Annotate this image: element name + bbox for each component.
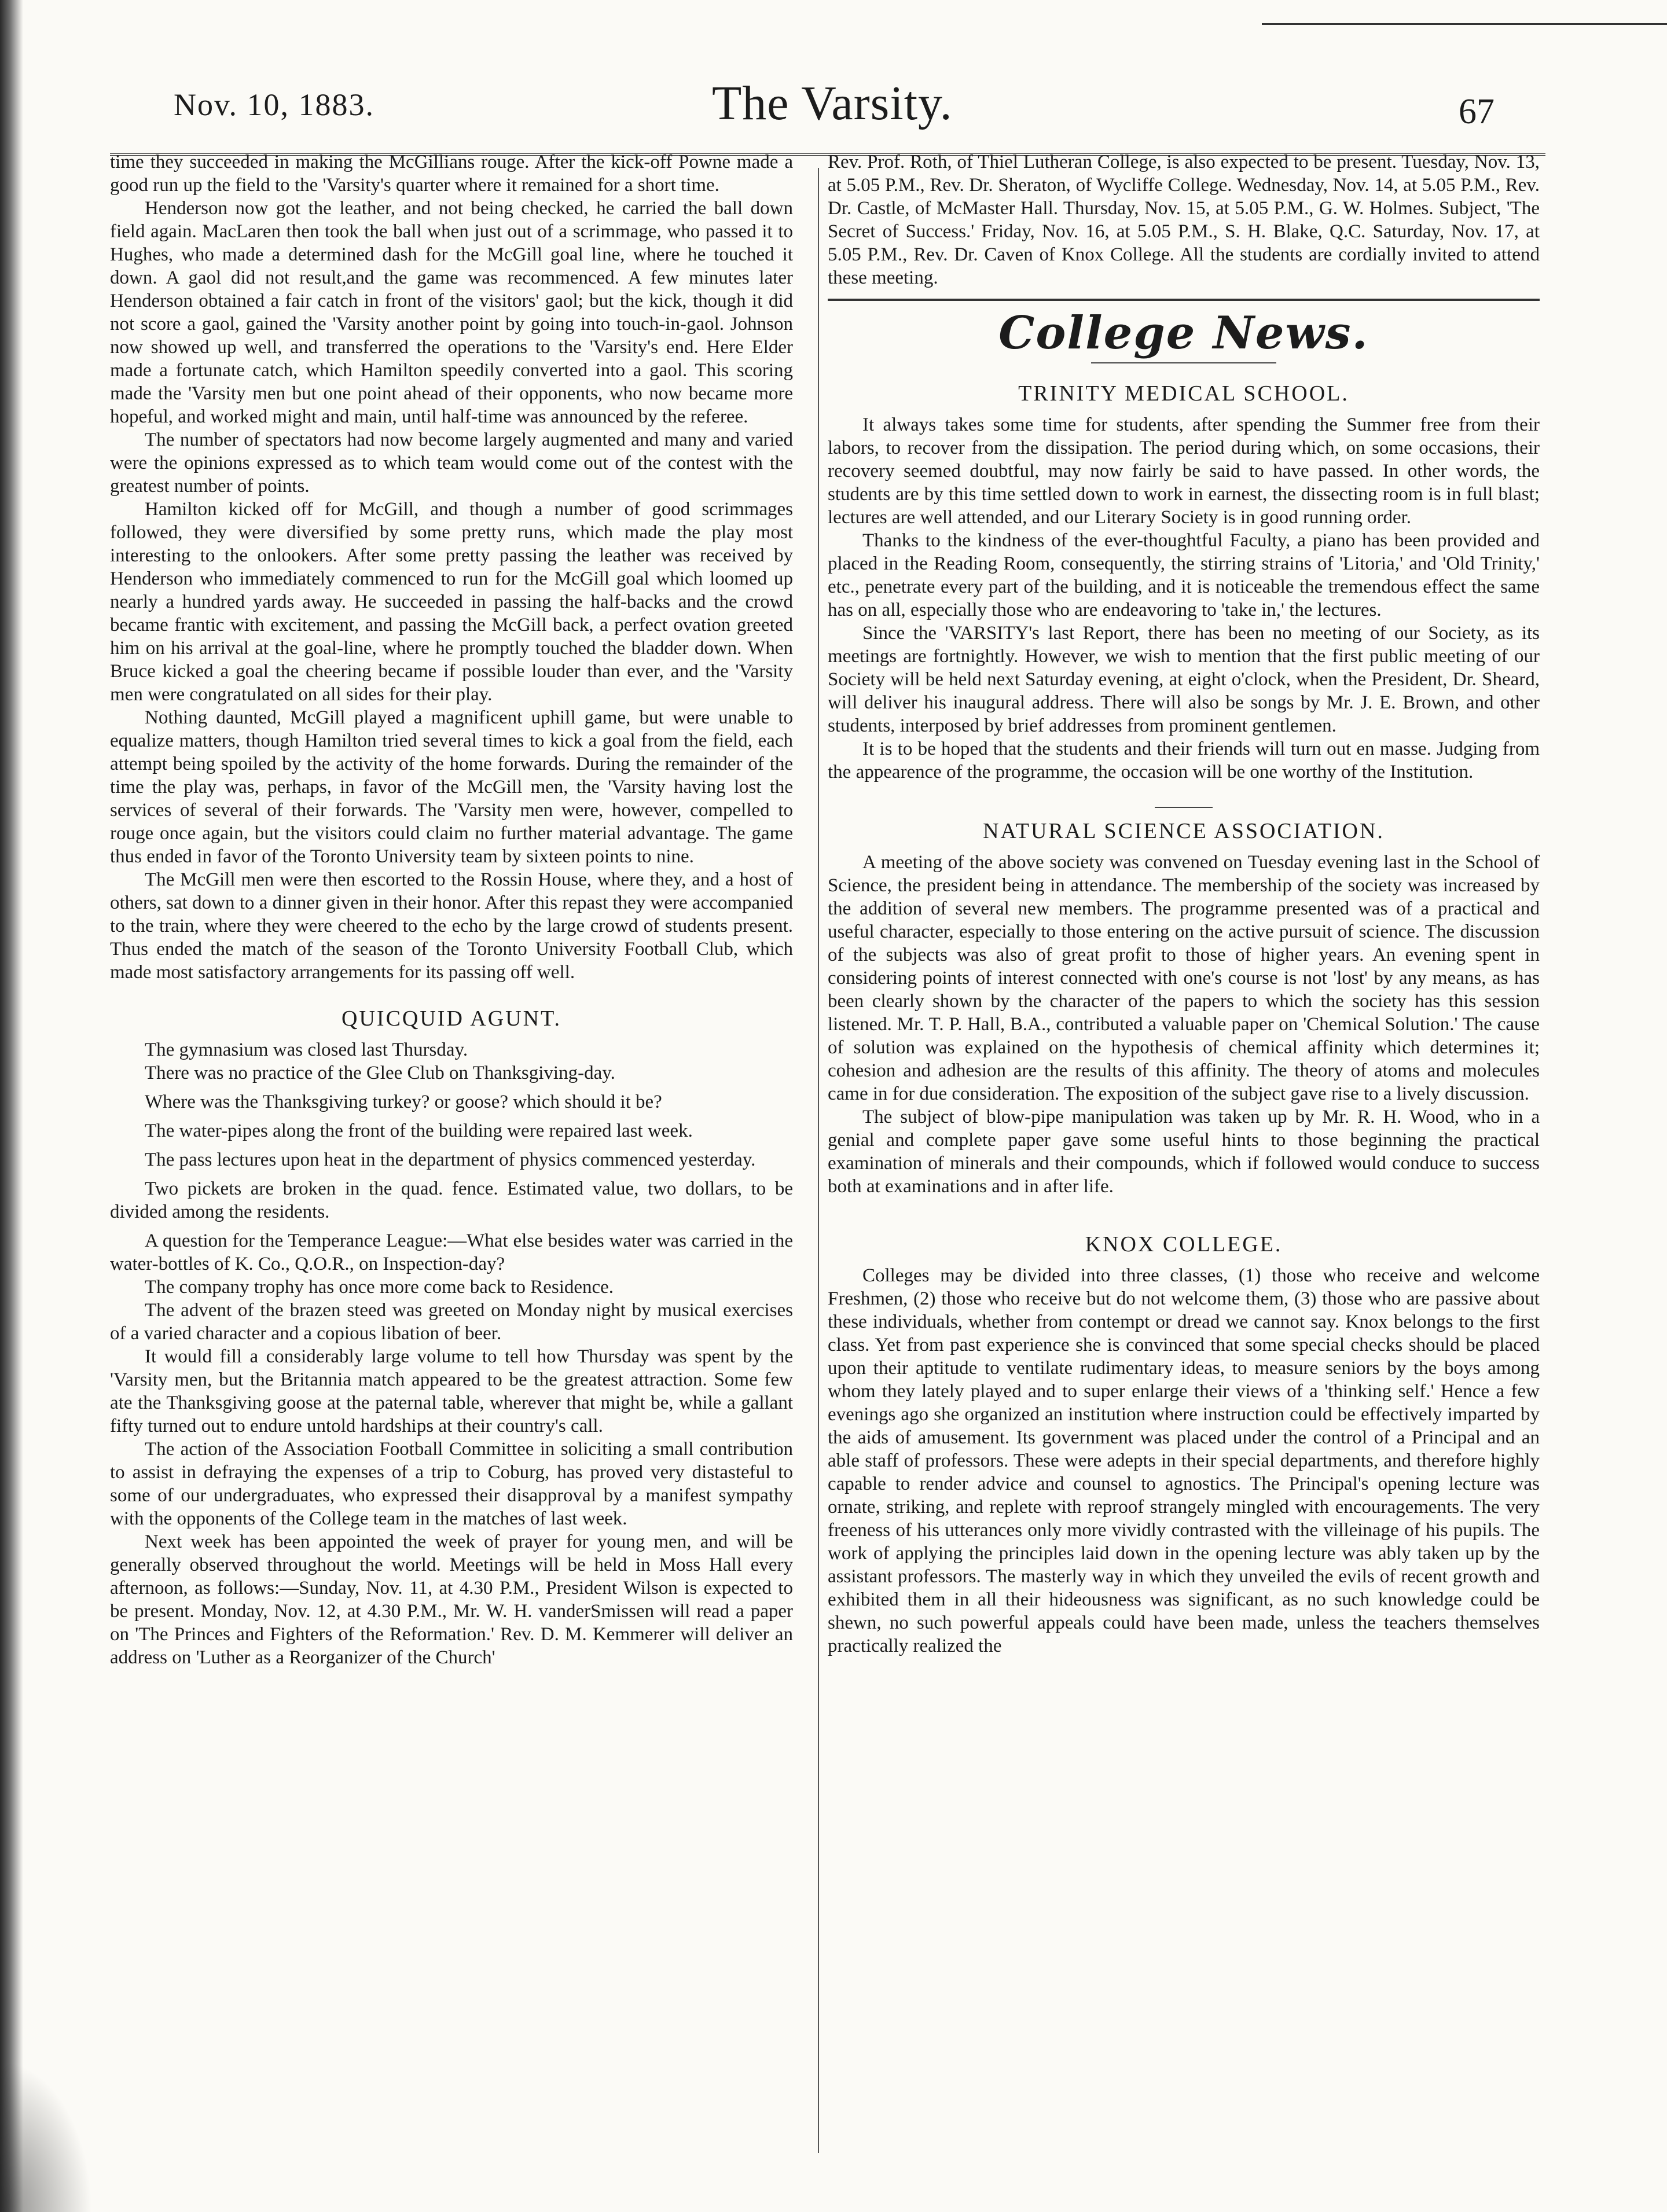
trinity-paragraph: Since the 'VARSITY's last Report, there has been no meeting of our Society, as its meetings are fortnightly. However, we wish to mention that the first public meeting of our Society will be held next Saturday evening, at eight o'clock, when the President, Dr. Sheard, will deliver his inaugural address. There will also be songs by Mr. J. E. Brown, and other students, interposed by brief addresses from prominent gentlemen. — [828, 623, 1540, 736]
trinity-paragraph: Thanks to the kindness of the ever-thoughtful Faculty, a piano has been provided and placed in the Reading Room, consequently, the stirring strains of 'Litoria,' and 'Old Trinity,' etc., penetrate every part of the building, and it is noticeable the tremendous effect the same has on all, especially those who are endeavoring to 'take in,' the lectures. — [828, 530, 1540, 620]
scan-edge-shadow — [0, 0, 23, 2212]
quicquid-item: The advent of the brazen steed was greeted on Monday night by musical exercises of a varied character and a copious libation of beer. — [110, 1300, 793, 1344]
quicquid-item: Next week has been appointed the week of prayer for young men, and will be generally observed throughout the world. Meetings will be held in Moss Hall every afternoon, as follows:—Sunday, Nov. 11, at 4.30 P.M., President Wilson is expected to be present. Monday, Nov. 12, at 4.30 P.M., Mr. W. H. vanderSmissen will read a paper on 'The Princes and Fighters of the Reformation.' Rev. D. M. Kemmerer will deliver an address on 'Luther as a Reorganizer of the Church' — [110, 1531, 793, 1668]
section-rule — [828, 299, 1540, 301]
football-paragraph: Hamilton kicked off for McGill, and though a number of good scrimmages followed, they were diversified by some pretty runs, which made the play most interesting to the onlookers. After some pretty passing the leather was received by Henderson who immediately commenced to run for the McGill goal which loomed up nearly a hundred yards away. He succeeded in passing the half-backs and the crowd became frantic with excitement, and passing the McGill back, a perfect ovation greeted him on his arrival at the goal-line, where he promptly touched the bladder down. When Bruce kicked a goal the cheering became if possible louder than ever, and the 'Varsity men were congratulated on all sides for their play. — [110, 499, 793, 705]
quicquid-item: There was no practice of the Glee Club on Thanksgiving-day. — [145, 1063, 615, 1083]
quicquid-item: A question for the Temperance League:—What else besides water was carried in the water-bottles of K. Co., Q.O.R., on Inspection-day? — [110, 1230, 793, 1274]
column-divider — [818, 168, 819, 2153]
football-paragraph: The McGill men were then escorted to the Rossin House, where they, and a host of others, sat down to a dinner given in their honor. After this repast they were accompanied to the train, where they were cheered to the echo by the large crowd of students present. Thus ended the match of the season of the Toronto University Football Club, which made most satisfactory arrangements for its passing off well. — [110, 869, 793, 983]
page-header — [104, 75, 1551, 150]
knox-paragraph: Colleges may be divided into three classes, (1) those who receive and welcome Freshmen, (2) those who receive but do not welcome them, (3) those who are passive about these individuals, whether from contempt or dread we cannot say. Knox belongs to the first class. Yet from past experience she is convinced that some special checks should be placed upon their aptitude to ventilate rudimentary ideas, to measure seniors by the boys among whom they lately played and to super enlarge their views of a 'thinking self.' Hence a few evenings ago she organized an institution where instruction could be effectively imparted by the aids of amusement. Its government was placed under the control of a Principal and an able staff of professors. These were adepts in their special departments, and therefore highly capable to render advice and counsel to agnostics. The Principal's opening lecture was ornate, striking, and replete with reproof strangely mingled with encouragements. The very freeness of his utterances only more vividly contrasted with the villeinage of his pupils. The work of applying the principles laid down in the opening lecture was ably taken up by the assistant professors. The masterly way in which they unveiled the evils of recent growth and exhibited them in all their hideousness was significant, as no such knowledge could be shewn, no such powerful appeals could have been made, unless the teachers themselves practically realized the — [828, 1265, 1540, 1656]
natural-science-paragraph: The subject of blow-pipe manipulation was taken up by Mr. R. H. Wood, who in a genial and complete paper gave some useful hints to those beginning the practical examination of minerals and their compounds, which if followed would conduce to success both at examinations and in after life. — [828, 1107, 1540, 1197]
football-paragraph: time they succeeded in making the McGillians rouge. After the kick-off Powne made a good run up the field to the 'Varsity's quarter where it remained for a short time. — [110, 152, 793, 196]
publication-title: The Varsity. — [712, 76, 953, 130]
natural-science-heading — [828, 807, 1540, 843]
football-paragraph: Henderson now got the leather, and not being checked, he carried the ball down field again. MacLaren then took the ball when just out of a scrimmage, who passed it to Hughes, who made a determined dash for the McGill goal line, where he touched it down. A gaol did not result,and the game was recommenced. A few minutes later Henderson obtained a fair catch in front of the visitors' gaol; but the kick, though it did not score a gaol, gained the 'Varsity another point by going into touch-in-gaol. Johnson now showed up well, and transferred the operations to the 'Varsity's end. Here Elder made a fortunate catch, which Hamilton speedily converted into a gaol. This scoring made the 'Varsity men but one point ahead of their opponents, who now became more hopeful, and worked might and main, until half-time was announced by the referee. — [110, 198, 793, 427]
knox-college-heading: KNOX COLLEGE. — [1085, 1232, 1283, 1256]
football-paragraph: Nothing daunted, McGill played a magnificent uphill game, but were unable to equalize matters, though Hamilton tried several times to kick a goal from the field, each attempt being spoiled by the activity of the home forwards. During the remainder of the time the play was, perhaps, in favor of the McGill men, the 'Varsity having lost the services of several of their forwards. The 'Varsity men were, however, compelled to rouge once again, but the visitors could claim no further material advantage. The game thus ended in favor of the Toronto University team by sixteen points to nine. — [110, 707, 793, 867]
previous-page-scrap — [1262, 0, 1667, 25]
natural-science-paragraph: A meeting of the above society was convened on Tuesday evening last in the School of Science, the president being in attendance. The membership of the society was increased by the addition of several new members. The programme presented was of a practical and useful character, especially to those entering on the active pursuit of science. The discussion of the subjects was also of great profit to those of higher years. An evening spent in considering points of interest connected with one's course is not 'lost' by any means, as has been clearly shown by the character of the papers to which the society has this session listened. Mr. T. P. Hall, B.A., contributed a valuable paper on 'Chemical Solution.' The cause of solution was explained on the hypothesis of chemical affinity which determines it; cohesion and adhesion are the results of this affinity. The theory of atoms and molecules came in for due consideration. The exposition of the subject gave rise to a lively discussion. — [828, 852, 1540, 1104]
issue-date: Nov. 10, 1883. — [174, 87, 374, 122]
quicquid-item: The water-pipes along the front of the building were repaired last week. — [145, 1120, 693, 1141]
quicquid-agunt-heading: QUICQUID AGUNT. — [342, 1006, 561, 1031]
quicquid-item: The action of the Association Football Committee in soliciting a small contribution to assist in defraying the expenses of a trip to Coburg, has proved very distasteful to some of our undergraduates, who expressed their disapproval by a manifest sympathy with the opponents of the College team in the matches of last week. — [110, 1439, 793, 1529]
trinity-paragraph: It is to be hoped that the students and their friends will turn out en masse. Judging from the appearence of the programme, the occasion will be one worthy of the Institution. — [828, 738, 1540, 782]
quicquid-item: The company trophy has once more come back to Residence. — [145, 1277, 614, 1298]
quicquid-item: The pass lectures upon heat in the department of physics commenced yesterday. — [145, 1149, 756, 1170]
natural-science-heading-text: NATURAL SCIENCE ASSOCIATION. — [983, 819, 1385, 843]
quicquid-item: The gymnasium was closed last Thursday. — [145, 1039, 468, 1060]
heading-dash — [1155, 807, 1213, 808]
heading-rule — [1091, 362, 1276, 363]
page-number: 67 — [1459, 92, 1495, 131]
right-column — [828, 150, 1540, 1658]
quicquid-item: It would fill a considerably large volume to tell how Thursday was spent by the 'Varsity men, but the Britannia match appeared to be the greatest attraction. Some few ate the Thanksgiving goose at the paternal table, wherever that might be, while a gallant fifty turned out to endure untold hardships at their country's call. — [110, 1346, 793, 1436]
prayer-week-continuation: Rev. Prof. Roth, of Thiel Lutheran College, is also expected to be present. Tuesday, Nov. 13, at 5.05 P.M., Rev. Dr. Sheraton, of Wycliffe College. Wednesday, Nov. 14, at 5.05 P.M., Rev. Dr. Castle, of McMaster Hall. Thursday, Nov. 15, at 5.05 P.M., G. W. Holmes. Subject, 'The Secret of Success.' Friday, Nov. 16, at 5.05 P.M., S. H. Blake, Q.C. Saturday, Nov. 17, at 5.05 P.M., Rev. Dr. Caven of Knox College. All the students are cordially invited to attend these meeting. — [828, 152, 1540, 288]
scan-corner-smudge — [0, 2060, 93, 2212]
left-column — [110, 150, 793, 1669]
college-news-heading: College News. — [998, 307, 1369, 359]
quicquid-item: Where was the Thanksgiving turkey? or goose? which should it be? — [145, 1092, 662, 1112]
trinity-medical-heading: TRINITY MEDICAL SCHOOL. — [1018, 381, 1349, 406]
trinity-paragraph: It always takes some time for students, after spending the Summer free from their labors, to recover from the dissipation. The period during which, on some occasions, their recovery seemed doubtful, may now fairly be said to have passed. In other words, the students are by this time settled down to work in earnest, the dissecting room is in full blast; lectures are well attended, and our Literary Society is in good running order. — [828, 414, 1540, 528]
football-paragraph: The number of spectators had now become largely augmented and many and varied were the opinions expressed as to which team would come out of the contest with the greatest number of points. — [110, 429, 793, 497]
quicquid-item: Two pickets are broken in the quad. fence. Estimated value, two dollars, to be divided among the residents. — [110, 1178, 793, 1222]
